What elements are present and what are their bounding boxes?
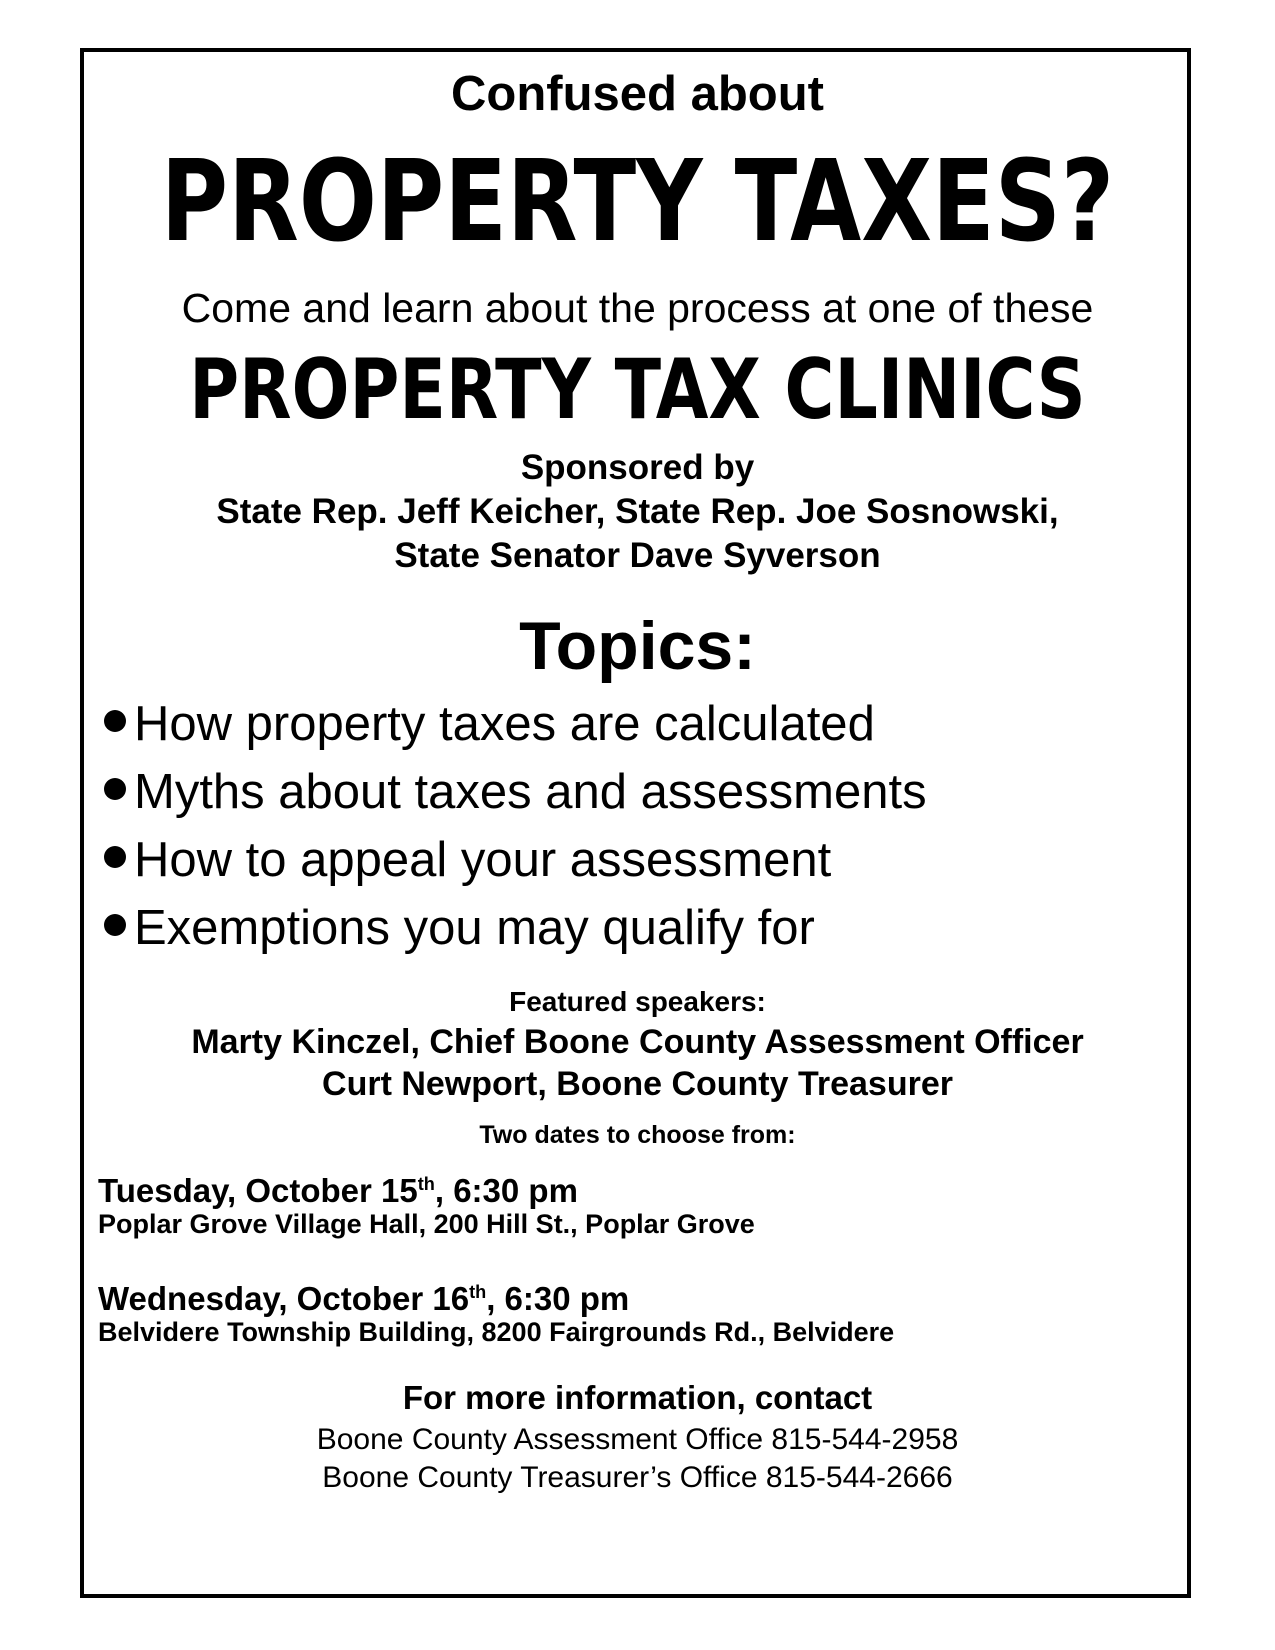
topic-text: Exemptions you may qualify for bbox=[134, 901, 815, 955]
contact-title: For more information, contact bbox=[402, 1379, 873, 1416]
sponsors-line-2: State Senator Dave Syverson bbox=[394, 536, 881, 575]
bullet-icon bbox=[104, 778, 126, 800]
speaker-1: Marty Kinczel, Chief Boone County Assessment Officer bbox=[191, 1023, 1084, 1061]
bullet-icon bbox=[104, 914, 126, 936]
bullet-icon bbox=[104, 710, 126, 732]
flyer-border bbox=[80, 48, 1191, 1598]
headline: PROPERTY TAXES? bbox=[160, 137, 1115, 267]
topic-item bbox=[104, 832, 831, 888]
event-2-location: Belvidere Township Building, 8200 Fairgrounds Rd., Belvidere bbox=[98, 1317, 895, 1347]
topic-text: Myths about taxes and assessments bbox=[134, 765, 927, 819]
dates-label: Two dates to choose from: bbox=[479, 1121, 796, 1149]
sponsored-label: Sponsored by bbox=[520, 448, 755, 487]
event-1-date: Tuesday, October 15th, 6:30 pm bbox=[98, 1172, 578, 1209]
topic-item bbox=[104, 900, 815, 956]
event-2-date: Wednesday, October 16th, 6:30 pm bbox=[98, 1280, 630, 1317]
topic-text: How property taxes are calculated bbox=[134, 697, 875, 751]
contact-line-2: Boone County Treasurer’s Office 815-544-2666 bbox=[322, 1461, 953, 1494]
event-1-location: Poplar Grove Village Hall, 200 Hill St., Poplar Grove bbox=[98, 1209, 755, 1239]
speakers-label: Featured speakers: bbox=[509, 986, 766, 1017]
subline: Come and learn about the process at one of these bbox=[181, 285, 1094, 331]
contact-line-1: Boone County Assessment Office 815-544-2958 bbox=[316, 1423, 959, 1456]
topic-item bbox=[104, 764, 927, 820]
topic-item bbox=[104, 696, 875, 752]
topics-title: Topics: bbox=[519, 608, 756, 684]
topic-text: How to appeal your assessment bbox=[134, 833, 832, 887]
bullet-icon bbox=[104, 846, 126, 868]
sponsors-line-1: State Rep. Jeff Keicher, State Rep. Joe Sosnowski, bbox=[216, 492, 1059, 531]
clinics-title: PROPERTY TAX CLINICS bbox=[189, 341, 1086, 438]
speaker-2: Curt Newport, Boone County Treasurer bbox=[322, 1065, 953, 1103]
intro-text: Confused about bbox=[451, 67, 824, 121]
